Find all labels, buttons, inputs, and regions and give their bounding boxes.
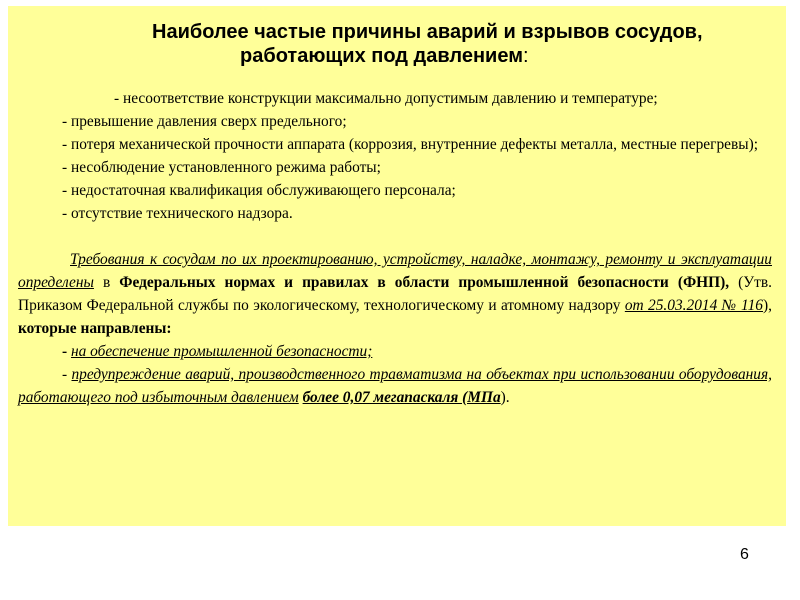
requirements-link[interactable]: Требования к сосудам по их проектированию, устройству, наладке, монтажу, ремонту и эксплуатации определены bbox=[18, 251, 772, 291]
title-line-2 bbox=[240, 44, 529, 68]
fnp-title: Федеральных нормах и правилах в области промышленной безопасности (ФНП), bbox=[119, 274, 730, 291]
cause-item-4: - несоблюдение установленного режима работы; bbox=[62, 159, 381, 176]
requirements-in: в bbox=[93, 274, 120, 291]
aim-1-link[interactable]: на обеспечение промышленной безопасности; bbox=[70, 343, 373, 360]
cause-item-6: - отсутствие технического надзора. bbox=[62, 205, 293, 222]
title-line-2-text: работающих под давлением bbox=[240, 45, 523, 67]
cause-item-5: - недостаточная квалификация обслуживающего персонала; bbox=[62, 182, 456, 199]
aim-2-end: ). bbox=[500, 389, 510, 406]
aim-2-link[interactable]: предупреждение аварий, производственного травматизма на объектах при использовании оборудования, работающего под избыточным давлением bbox=[18, 366, 772, 406]
cause-item-1: - несоответствие конструкции максимально допустимым давлению и температуре; bbox=[114, 90, 658, 107]
order-date-link[interactable]: от 25.03.2014 № 116 bbox=[624, 297, 764, 314]
cause-item-2: - превышение давления сверх предельного; bbox=[62, 113, 347, 130]
directed-at: которые направлены: bbox=[18, 320, 172, 337]
title-line-1: Наиболее частые причины аварий и взрывов сосудов, bbox=[152, 21, 703, 43]
close-paren: ), bbox=[763, 297, 772, 314]
approved-by: (Утв. Приказом Федеральной службы по экологическому, технологическому и атомному надзору bbox=[18, 274, 772, 314]
aim-2-pressure: более 0,07 мегапаскаля (МПа bbox=[302, 389, 501, 406]
requirements-paragraph bbox=[18, 248, 772, 340]
cause-item-3: - потеря механической прочности аппарата (коррозия, внутренние дефекты металла, местные перегревы); bbox=[62, 136, 758, 153]
aim-1-dash: - bbox=[62, 343, 71, 360]
aim-item-2 bbox=[18, 363, 772, 409]
slide-content bbox=[8, 6, 786, 526]
page-number: 6 bbox=[740, 546, 749, 563]
aim-item-1 bbox=[18, 340, 772, 363]
title-colon: : bbox=[523, 45, 529, 67]
aim-2-dash: - bbox=[62, 366, 72, 383]
body-text bbox=[18, 87, 772, 409]
paragraph-gap bbox=[18, 225, 772, 248]
